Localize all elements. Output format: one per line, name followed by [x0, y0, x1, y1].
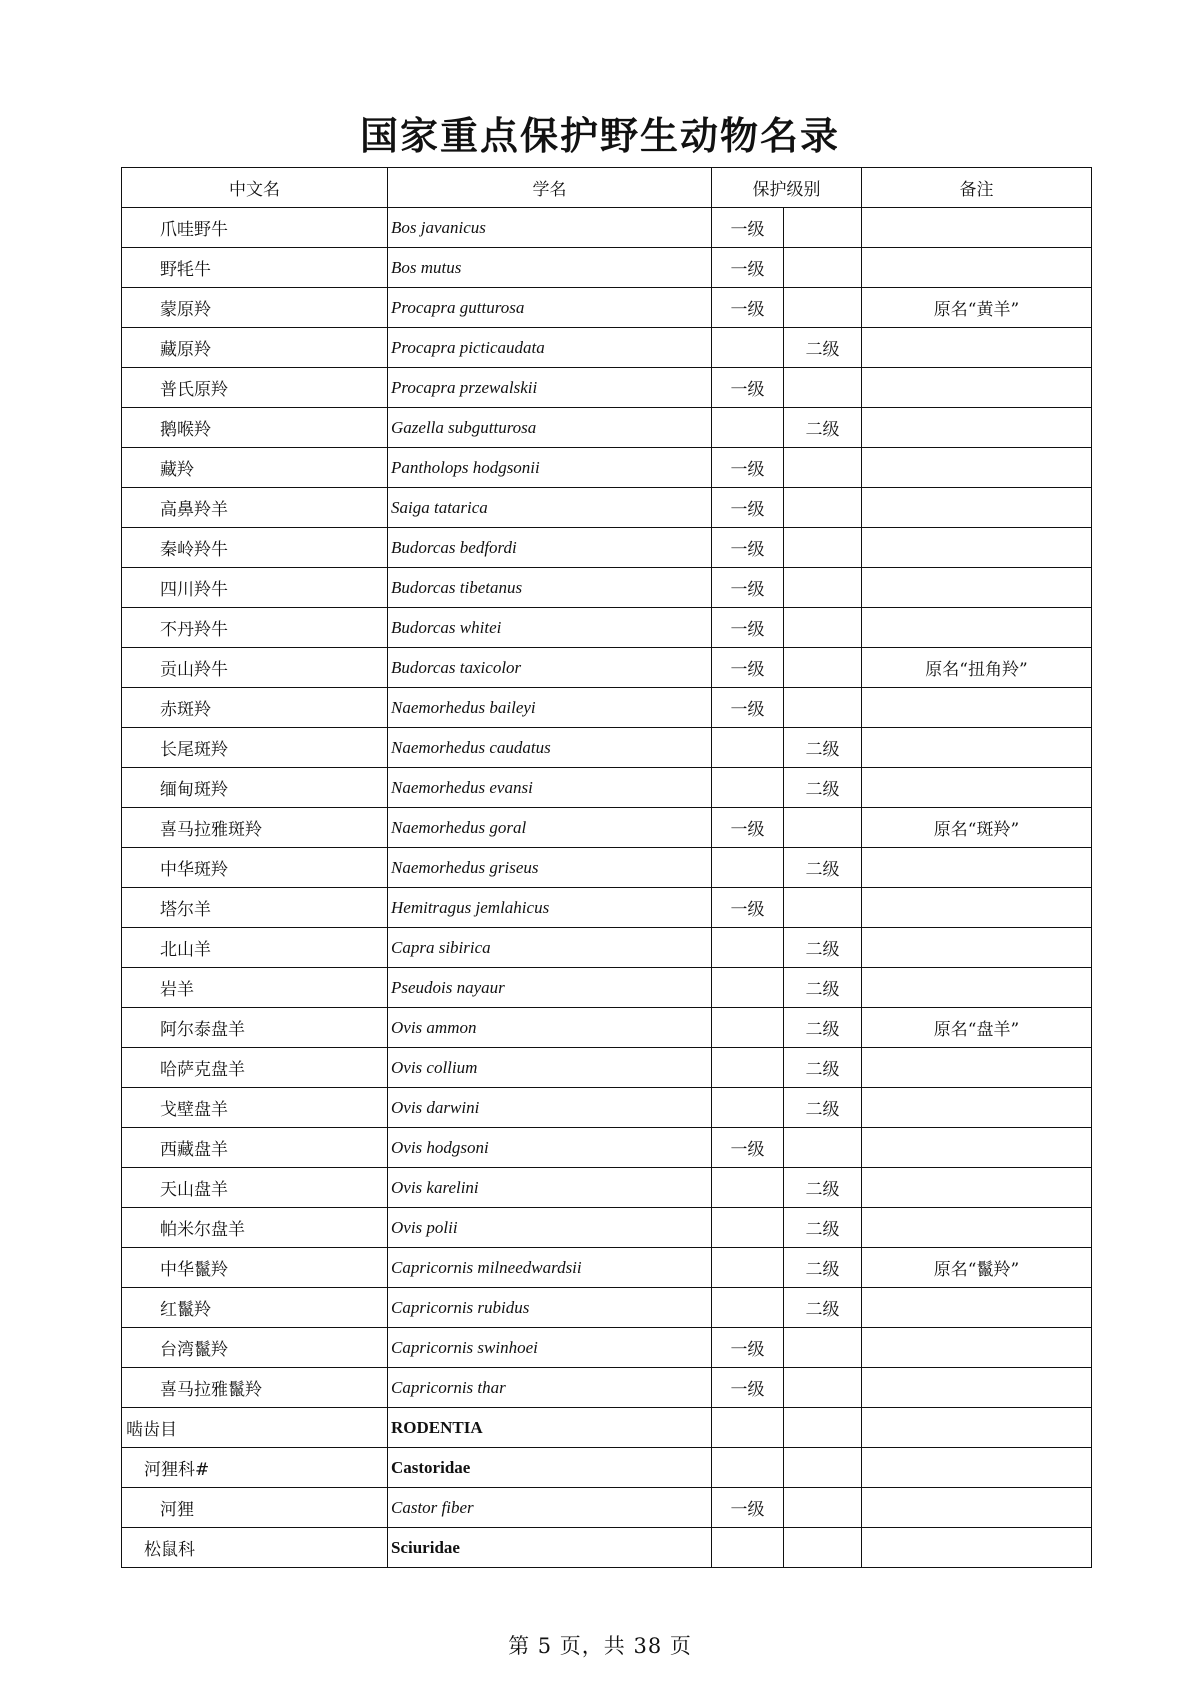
level-two-cell: [784, 1488, 862, 1528]
chinese-name-cell: 赤斑羚: [122, 688, 388, 728]
level-one-cell: 一级: [712, 528, 784, 568]
scientific-name-cell: Capricornis swinhoei: [388, 1328, 712, 1368]
level-two-cell: 二级: [784, 1288, 862, 1328]
table-row: [122, 208, 1092, 248]
level-two-cell: 二级: [784, 968, 862, 1008]
table-row: [122, 1488, 1092, 1528]
level-one-cell: [712, 1408, 784, 1448]
chinese-name-cell: 藏原羚: [122, 328, 388, 368]
table-row: [122, 848, 1092, 888]
level-one-cell: [712, 1248, 784, 1288]
level-one-cell: [712, 1048, 784, 1088]
table-row: [122, 928, 1092, 968]
page-footer: 第 5 页，共 38 页: [508, 1634, 692, 1658]
scientific-name-cell: Ovis hodgsoni: [388, 1128, 712, 1168]
level-two-cell: 二级: [784, 1208, 862, 1248]
level-two-cell: [784, 648, 862, 688]
scientific-name-cell: Budorcas bedfordi: [388, 528, 712, 568]
note-cell: [862, 368, 1092, 408]
level-one-cell: 一级: [712, 488, 784, 528]
chinese-name-cell: 缅甸斑羚: [122, 768, 388, 808]
note-cell: [862, 1128, 1092, 1168]
chinese-name-cell: 中华斑羚: [122, 848, 388, 888]
level-one-cell: 一级: [712, 448, 784, 488]
level-two-cell: 二级: [784, 1088, 862, 1128]
scientific-name-cell: Procapra picticaudata: [388, 328, 712, 368]
level-two-cell: [784, 688, 862, 728]
scientific-name-cell: Budorcas tibetanus: [388, 568, 712, 608]
scientific-name-cell: Castoridae: [388, 1448, 712, 1488]
level-one-cell: [712, 328, 784, 368]
table-row: [122, 1288, 1092, 1328]
level-two-cell: 二级: [784, 1048, 862, 1088]
table-row: [122, 328, 1092, 368]
chinese-name-cell: 鹅喉羚: [122, 408, 388, 448]
chinese-name-cell: 普氏原羚: [122, 368, 388, 408]
table-row: [122, 968, 1092, 1008]
level-one-cell: 一级: [712, 688, 784, 728]
chinese-name-cell: 蒙原羚: [122, 288, 388, 328]
level-one-cell: [712, 728, 784, 768]
note-cell: 原名“扭角羚”: [862, 648, 1092, 688]
scientific-name-cell: Bos javanicus: [388, 208, 712, 248]
table-row: [122, 728, 1092, 768]
scientific-name-cell: Procapra gutturosa: [388, 288, 712, 328]
level-one-cell: 一级: [712, 1328, 784, 1368]
header-scientific-name: 学名: [388, 168, 712, 208]
chinese-name-cell: 戈壁盘羊: [122, 1088, 388, 1128]
level-two-cell: [784, 288, 862, 328]
level-one-cell: 一级: [712, 608, 784, 648]
level-one-cell: [712, 408, 784, 448]
level-two-cell: [784, 808, 862, 848]
level-one-cell: [712, 768, 784, 808]
table-row: [122, 888, 1092, 928]
level-two-cell: [784, 608, 862, 648]
chinese-name-cell: 北山羊: [122, 928, 388, 968]
chinese-name-cell: 台湾鬣羚: [122, 1328, 388, 1368]
chinese-name-cell: 野牦牛: [122, 248, 388, 288]
species-table: [121, 167, 1092, 1568]
scientific-name-cell: Ovis polii: [388, 1208, 712, 1248]
table-row: [122, 368, 1092, 408]
chinese-name-cell: 松鼠科: [122, 1528, 388, 1568]
level-one-cell: 一级: [712, 208, 784, 248]
note-cell: [862, 408, 1092, 448]
chinese-name-cell: 爪哇野牛: [122, 208, 388, 248]
table-row: [122, 568, 1092, 608]
level-one-cell: [712, 928, 784, 968]
level-two-cell: 二级: [784, 328, 862, 368]
level-one-cell: [712, 1168, 784, 1208]
table-row: [122, 1208, 1092, 1248]
chinese-name-cell: 帕米尔盘羊: [122, 1208, 388, 1248]
level-two-cell: [784, 1128, 862, 1168]
level-one-cell: 一级: [712, 1368, 784, 1408]
level-two-cell: 二级: [784, 408, 862, 448]
header-chinese-name: 中文名: [122, 168, 388, 208]
table-row: [122, 1248, 1092, 1288]
table-row: [122, 1048, 1092, 1088]
table-row: [122, 768, 1092, 808]
scientific-name-cell: Capricornis thar: [388, 1368, 712, 1408]
level-one-cell: [712, 1448, 784, 1488]
level-one-cell: 一级: [712, 888, 784, 928]
chinese-name-cell: 中华鬣羚: [122, 1248, 388, 1288]
level-one-cell: 一级: [712, 248, 784, 288]
note-cell: [862, 1448, 1092, 1488]
note-cell: [862, 1208, 1092, 1248]
chinese-name-cell: 藏羚: [122, 448, 388, 488]
level-two-cell: [784, 1368, 862, 1408]
scientific-name-cell: Capra sibirica: [388, 928, 712, 968]
header-notes: 备注: [862, 168, 1092, 208]
table-row: [122, 1328, 1092, 1368]
chinese-name-cell: 不丹羚牛: [122, 608, 388, 648]
scientific-name-cell: Gazella subgutturosa: [388, 408, 712, 448]
scientific-name-cell: Capricornis milneedwardsii: [388, 1248, 712, 1288]
level-one-cell: [712, 1088, 784, 1128]
note-cell: [862, 1168, 1092, 1208]
chinese-name-cell: 阿尔泰盘羊: [122, 1008, 388, 1048]
table-row: [122, 608, 1092, 648]
level-two-cell: [784, 1528, 862, 1568]
chinese-name-cell: 长尾斑羚: [122, 728, 388, 768]
table-row: [122, 1128, 1092, 1168]
note-cell: 原名“斑羚”: [862, 808, 1092, 848]
note-cell: [862, 608, 1092, 648]
level-two-cell: [784, 368, 862, 408]
note-cell: [862, 448, 1092, 488]
level-one-cell: [712, 1288, 784, 1328]
level-two-cell: [784, 448, 862, 488]
level-two-cell: [784, 568, 862, 608]
scientific-name-cell: RODENTIA: [388, 1408, 712, 1448]
scientific-name-cell: Budorcas whitei: [388, 608, 712, 648]
note-cell: [862, 1528, 1092, 1568]
note-cell: 原名“鬣羚”: [862, 1248, 1092, 1288]
chinese-name-cell: 喜马拉雅斑羚: [122, 808, 388, 848]
level-one-cell: [712, 848, 784, 888]
table-row: [122, 1088, 1092, 1128]
level-one-cell: 一级: [712, 1488, 784, 1528]
level-one-cell: 一级: [712, 648, 784, 688]
scientific-name-cell: Naemorhedus baileyi: [388, 688, 712, 728]
level-two-cell: 二级: [784, 1248, 862, 1288]
table-row: [122, 248, 1092, 288]
chinese-name-cell: 天山盘羊: [122, 1168, 388, 1208]
scientific-name-cell: Capricornis rubidus: [388, 1288, 712, 1328]
chinese-name-cell: 啮齿目: [122, 1408, 388, 1448]
scientific-name-cell: Sciuridae: [388, 1528, 712, 1568]
note-cell: [862, 328, 1092, 368]
note-cell: [862, 1328, 1092, 1368]
note-cell: [862, 1048, 1092, 1088]
chinese-name-cell: 岩羊: [122, 968, 388, 1008]
scientific-name-cell: Procapra przewalskii: [388, 368, 712, 408]
note-cell: [862, 1288, 1092, 1328]
note-cell: [862, 968, 1092, 1008]
chinese-name-cell: 哈萨克盘羊: [122, 1048, 388, 1088]
level-two-cell: [784, 488, 862, 528]
chinese-name-cell: 高鼻羚羊: [122, 488, 388, 528]
level-one-cell: [712, 968, 784, 1008]
note-cell: [862, 1408, 1092, 1448]
table-row: [122, 648, 1092, 688]
scientific-name-cell: Budorcas taxicolor: [388, 648, 712, 688]
level-two-cell: [784, 1408, 862, 1448]
table-row: [122, 288, 1092, 328]
page-title: 国家重点保护野生动物名录: [359, 113, 840, 158]
scientific-name-cell: Bos mutus: [388, 248, 712, 288]
level-two-cell: 二级: [784, 848, 862, 888]
level-two-cell: [784, 1448, 862, 1488]
note-cell: [862, 1368, 1092, 1408]
table-row: [122, 1368, 1092, 1408]
note-cell: 原名“盘羊”: [862, 1008, 1092, 1048]
level-two-cell: 二级: [784, 928, 862, 968]
scientific-name-cell: Naemorhedus griseus: [388, 848, 712, 888]
note-cell: [862, 568, 1092, 608]
table-row: [122, 1528, 1092, 1568]
level-two-cell: [784, 528, 862, 568]
level-two-cell: 二级: [784, 728, 862, 768]
scientific-name-cell: Naemorhedus caudatus: [388, 728, 712, 768]
level-one-cell: [712, 1208, 784, 1248]
level-two-cell: [784, 208, 862, 248]
table-row: [122, 408, 1092, 448]
chinese-name-cell: 秦岭羚牛: [122, 528, 388, 568]
chinese-name-cell: 河狸: [122, 1488, 388, 1528]
note-cell: [862, 928, 1092, 968]
note-cell: [862, 528, 1092, 568]
level-two-cell: [784, 1328, 862, 1368]
level-two-cell: 二级: [784, 768, 862, 808]
level-one-cell: 一级: [712, 1128, 784, 1168]
level-one-cell: 一级: [712, 568, 784, 608]
table-header-row: [122, 168, 1092, 208]
chinese-name-cell: 贡山羚牛: [122, 648, 388, 688]
note-cell: [862, 488, 1092, 528]
note-cell: [862, 768, 1092, 808]
note-cell: [862, 208, 1092, 248]
table-row: [122, 688, 1092, 728]
table-row: [122, 488, 1092, 528]
scientific-name-cell: Pantholops hodgsonii: [388, 448, 712, 488]
note-cell: [862, 848, 1092, 888]
chinese-name-cell: 喜马拉雅鬣羚: [122, 1368, 388, 1408]
table-row: [122, 528, 1092, 568]
level-two-cell: 二级: [784, 1168, 862, 1208]
note-cell: [862, 888, 1092, 928]
table-row: [122, 1008, 1092, 1048]
level-two-cell: 二级: [784, 1008, 862, 1048]
table-row: [122, 1168, 1092, 1208]
level-one-cell: 一级: [712, 808, 784, 848]
note-cell: 原名“黄羊”: [862, 288, 1092, 328]
scientific-name-cell: Pseudois nayaur: [388, 968, 712, 1008]
chinese-name-cell: 红鬣羚: [122, 1288, 388, 1328]
note-cell: [862, 248, 1092, 288]
header-protection-level: 保护级别: [712, 168, 862, 208]
level-one-cell: 一级: [712, 288, 784, 328]
scientific-name-cell: Naemorhedus evansi: [388, 768, 712, 808]
table-row: [122, 448, 1092, 488]
note-cell: [862, 1088, 1092, 1128]
note-cell: [862, 688, 1092, 728]
scientific-name-cell: Ovis karelini: [388, 1168, 712, 1208]
chinese-name-cell: 塔尔羊: [122, 888, 388, 928]
level-two-cell: [784, 888, 862, 928]
table-row: [122, 1448, 1092, 1488]
scientific-name-cell: Naemorhedus goral: [388, 808, 712, 848]
scientific-name-cell: Ovis darwini: [388, 1088, 712, 1128]
chinese-name-cell: 西藏盘羊: [122, 1128, 388, 1168]
scientific-name-cell: Castor fiber: [388, 1488, 712, 1528]
scientific-name-cell: Saiga tatarica: [388, 488, 712, 528]
scientific-name-cell: Ovis ammon: [388, 1008, 712, 1048]
note-cell: [862, 1488, 1092, 1528]
note-cell: [862, 728, 1092, 768]
table-row: [122, 808, 1092, 848]
level-one-cell: [712, 1528, 784, 1568]
level-one-cell: [712, 1008, 784, 1048]
chinese-name-cell: 河狸科#: [122, 1448, 388, 1488]
level-two-cell: [784, 248, 862, 288]
table-row: [122, 1408, 1092, 1448]
scientific-name-cell: Hemitragus jemlahicus: [388, 888, 712, 928]
level-one-cell: 一级: [712, 368, 784, 408]
scientific-name-cell: Ovis collium: [388, 1048, 712, 1088]
table-body: [122, 208, 1092, 1568]
chinese-name-cell: 四川羚牛: [122, 568, 388, 608]
